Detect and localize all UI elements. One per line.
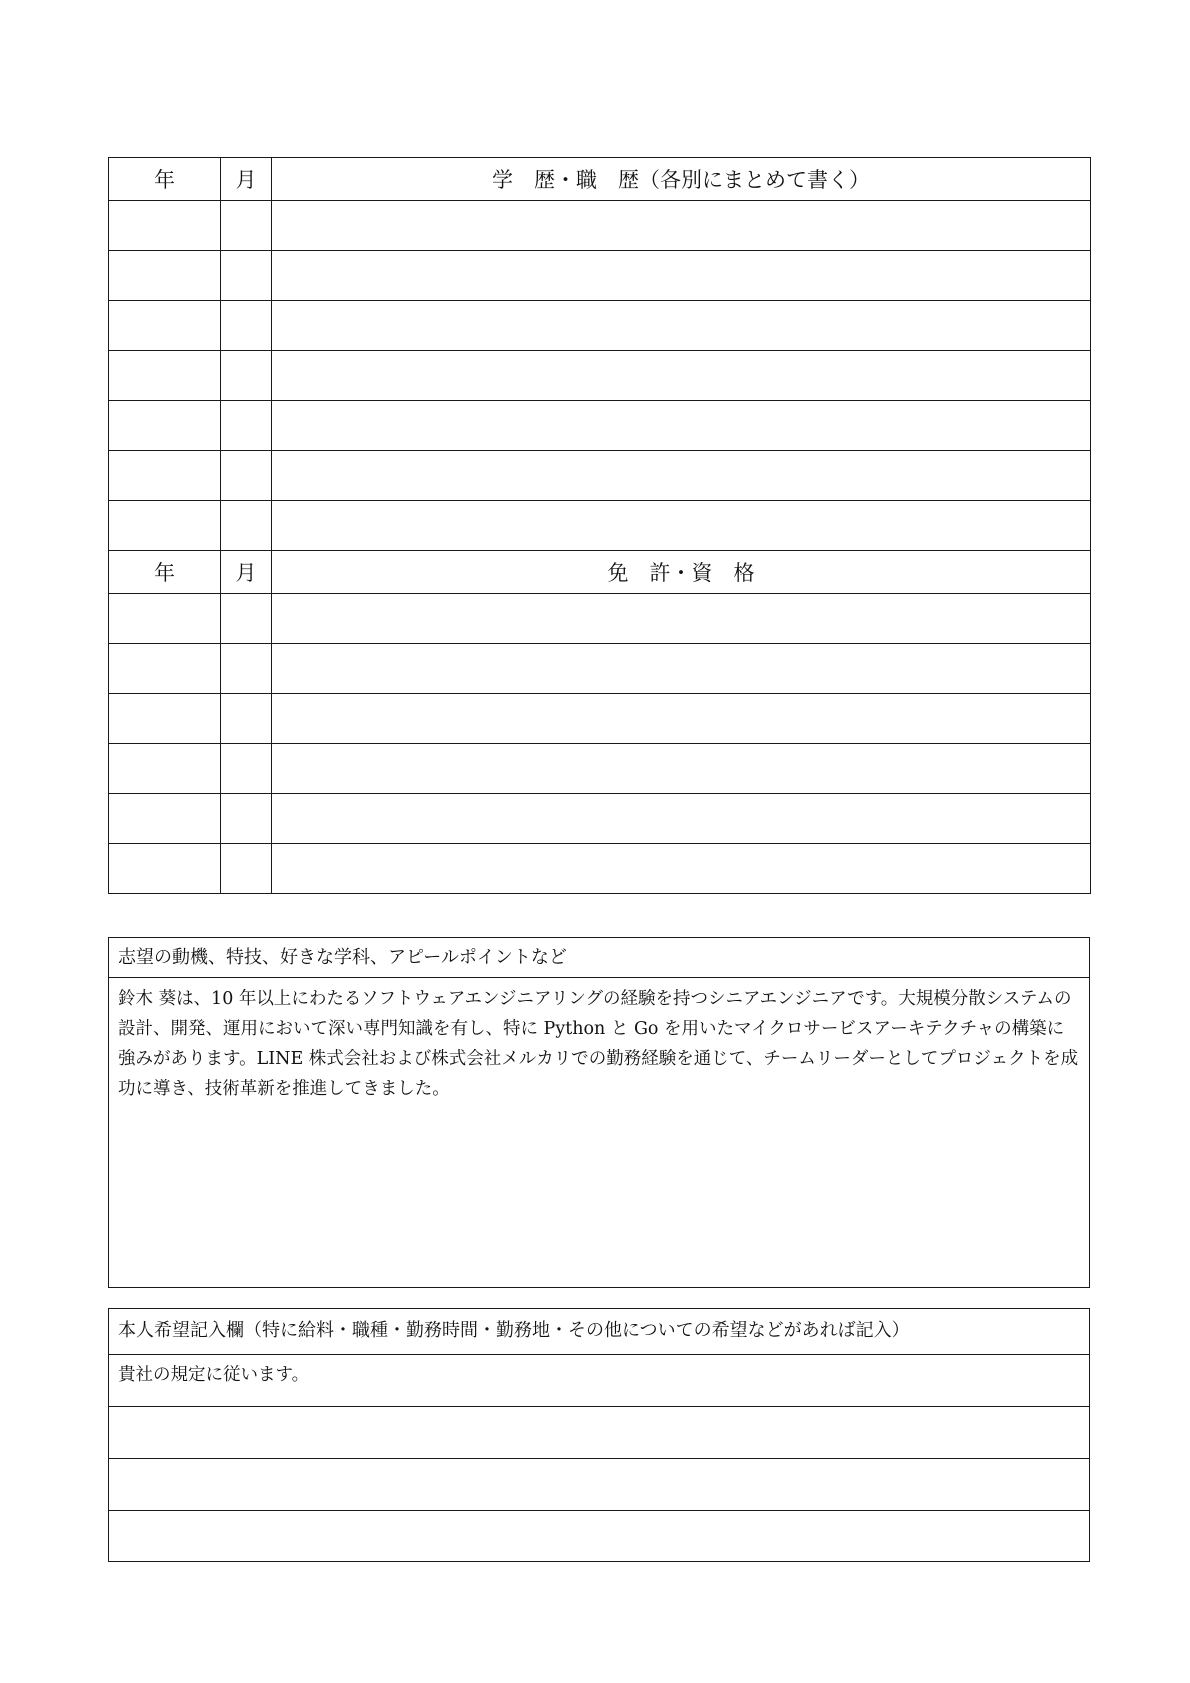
history-row[interactable] <box>109 501 1091 551</box>
license-text-cell[interactable] <box>272 794 1091 844</box>
history-year-cell[interactable] <box>109 451 221 501</box>
history-month-cell[interactable] <box>221 301 272 351</box>
license-year-header: 年 <box>109 551 221 594</box>
history-row[interactable] <box>109 351 1091 401</box>
history-row[interactable] <box>109 201 1091 251</box>
license-year-cell[interactable] <box>109 844 221 894</box>
license-year-cell[interactable] <box>109 594 221 644</box>
history-header-row <box>109 158 1091 201</box>
license-text-cell[interactable] <box>272 744 1091 794</box>
license-year-cell[interactable] <box>109 744 221 794</box>
license-text-cell[interactable] <box>272 844 1091 894</box>
license-month-cell[interactable] <box>221 644 272 694</box>
wishes-box <box>108 1308 1090 1562</box>
history-text-cell[interactable] <box>272 451 1091 501</box>
license-title: 免 許・資 格 <box>272 551 1091 594</box>
history-month-cell[interactable] <box>221 451 272 501</box>
wishes-line[interactable] <box>109 1459 1089 1511</box>
license-row[interactable] <box>109 794 1091 844</box>
license-row[interactable] <box>109 844 1091 894</box>
wishes-line[interactable] <box>109 1511 1089 1563</box>
history-text-cell[interactable] <box>272 301 1091 351</box>
history-year-cell[interactable] <box>109 501 221 551</box>
license-text-cell[interactable] <box>272 644 1091 694</box>
license-year-cell[interactable] <box>109 694 221 744</box>
license-row[interactable] <box>109 594 1091 644</box>
wishes-line[interactable]: 貴社の規定に従います。 <box>109 1355 1089 1407</box>
history-month-cell[interactable] <box>221 401 272 451</box>
history-month-header: 月 <box>221 158 272 201</box>
license-header-row <box>109 551 1091 594</box>
history-row[interactable] <box>109 301 1091 351</box>
history-license-table <box>108 157 1091 894</box>
license-row[interactable] <box>109 644 1091 694</box>
history-text-cell[interactable] <box>272 401 1091 451</box>
license-month-cell[interactable] <box>221 744 272 794</box>
motivation-text[interactable]: 鈴木 葵は、10 年以上にわたるソフトウェアエンジニアリングの経験を持つシニアエンジニアです。大規模分散システムの設計、開発、運用において深い専門知識を有し、特に Python と Go を用いたマイクロサービスアーキテクチャの構築に強みがあります。LINE 株式会社および株式会社メルカリでの勤務経験を通じて、チームリーダーとしてプロジェクトを成功に導き、技術革新を推進してきました。 <box>118 989 1079 1099</box>
history-year-cell[interactable] <box>109 351 221 401</box>
license-month-cell[interactable] <box>221 794 272 844</box>
history-title: 学 歴・職 歴（各別にまとめて書く） <box>272 158 1091 201</box>
motivation-box <box>108 937 1090 1288</box>
history-month-cell[interactable] <box>221 251 272 301</box>
history-row[interactable] <box>109 251 1091 301</box>
history-text-cell[interactable] <box>272 201 1091 251</box>
history-month-cell[interactable] <box>221 201 272 251</box>
license-month-cell[interactable] <box>221 694 272 744</box>
wishes-heading: 本人希望記入欄（特に給料・職種・勤務時間・勤務地・その他についての希望などがあれば記入） <box>109 1309 1089 1355</box>
history-text-cell[interactable] <box>272 351 1091 401</box>
wishes-line[interactable] <box>109 1407 1089 1459</box>
license-month-cell[interactable] <box>221 844 272 894</box>
motivation-heading: 志望の動機、特技、好きな学科、アピールポイントなど <box>109 938 1089 978</box>
history-year-cell[interactable] <box>109 251 221 301</box>
history-month-cell[interactable] <box>221 501 272 551</box>
history-text-cell[interactable] <box>272 501 1091 551</box>
license-month-header: 月 <box>221 551 272 594</box>
history-row[interactable] <box>109 451 1091 501</box>
history-year-header: 年 <box>109 158 221 201</box>
history-year-cell[interactable] <box>109 401 221 451</box>
license-row[interactable] <box>109 744 1091 794</box>
history-year-cell[interactable] <box>109 201 221 251</box>
license-year-cell[interactable] <box>109 644 221 694</box>
license-text-cell[interactable] <box>272 694 1091 744</box>
license-row[interactable] <box>109 694 1091 744</box>
history-text-cell[interactable] <box>272 251 1091 301</box>
license-text-cell[interactable] <box>272 594 1091 644</box>
history-month-cell[interactable] <box>221 351 272 401</box>
history-row[interactable] <box>109 401 1091 451</box>
license-month-cell[interactable] <box>221 594 272 644</box>
history-year-cell[interactable] <box>109 301 221 351</box>
license-year-cell[interactable] <box>109 794 221 844</box>
